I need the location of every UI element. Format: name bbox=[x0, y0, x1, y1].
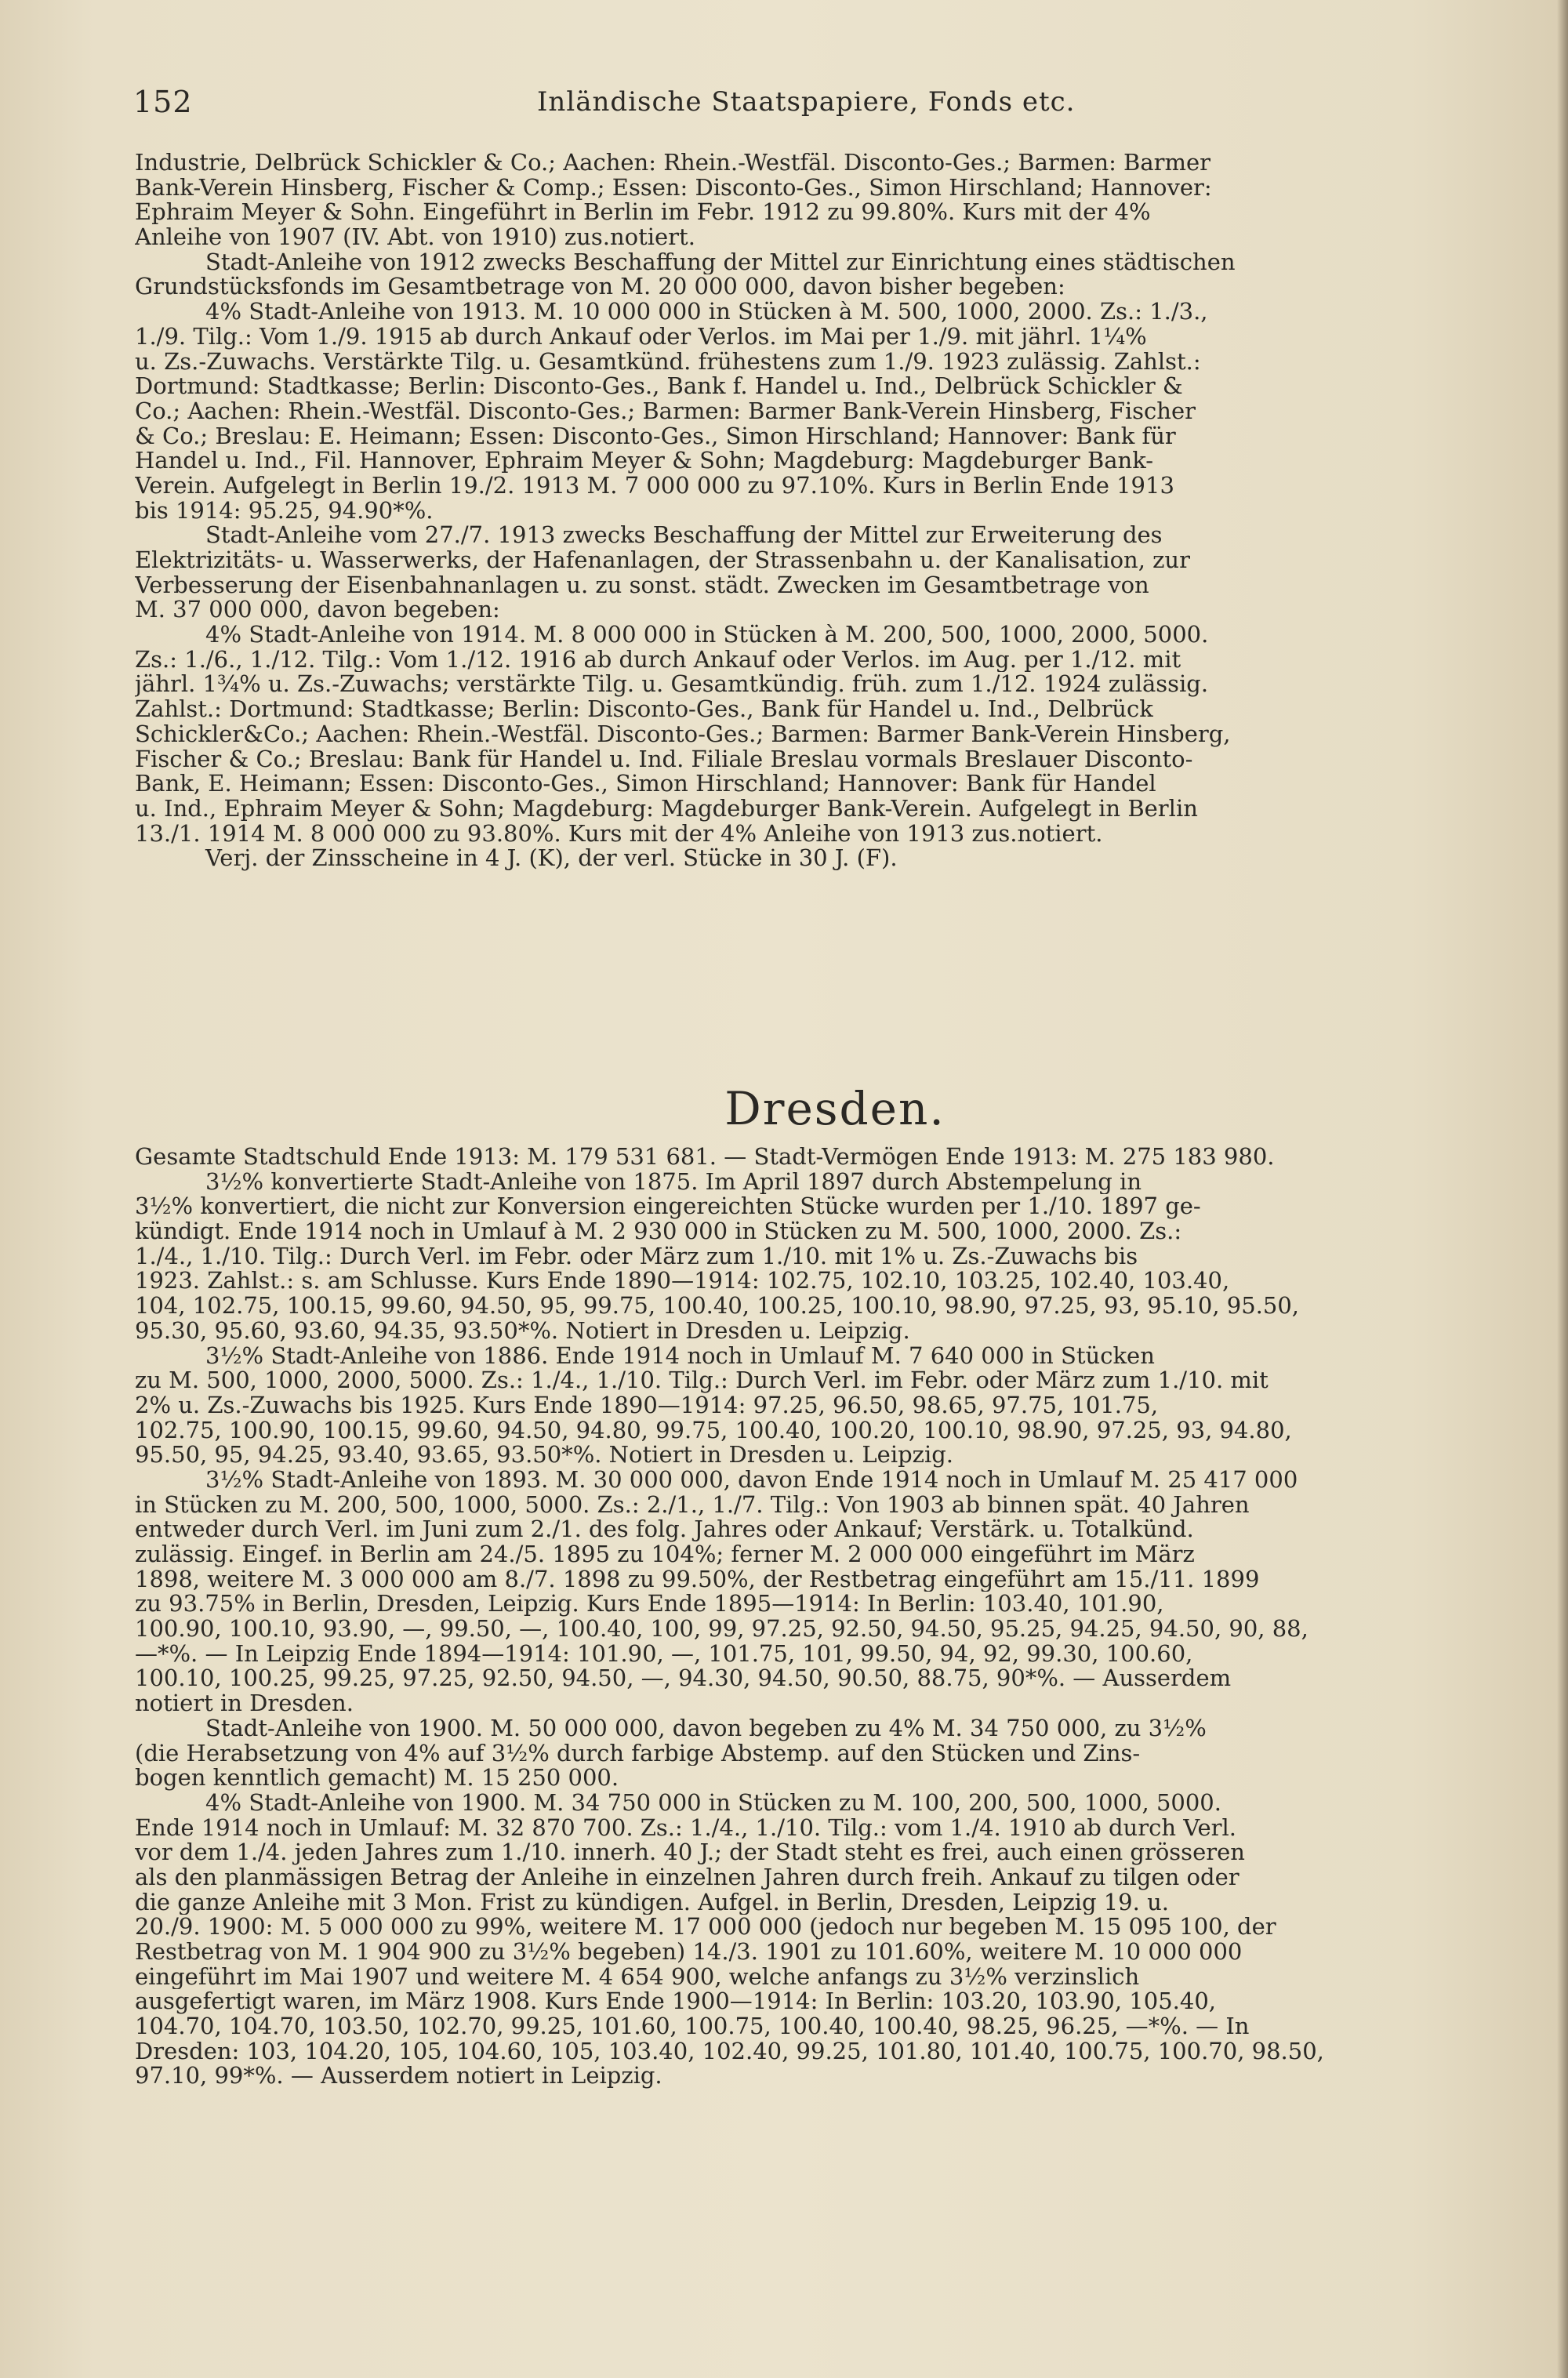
text-line: notiert in Dresden. bbox=[135, 1691, 354, 1716]
text-line: in Stücken zu M. 200, 500, 1000, 5000. Zs.: 2./1., 1./7. Tilg.: Von 1903 ab binnen spät. 40 Jahren bbox=[135, 1492, 1250, 1518]
text-line: Gesamte Stadtschuld Ende 1913: M. 179 531 681. — Stadt-Vermögen Ende 1913: M. 275 183 980. bbox=[135, 1145, 1275, 1170]
text-line: Verein. Aufgelegt in Berlin 19./2. 1913 M. 7 000 000 zu 97.10%. Kurs in Berlin Ende 1913 bbox=[135, 473, 1174, 499]
text-line: Ephraim Meyer & Sohn. Eingeführt in Berlin im Febr. 1912 zu 99.80%. Kurs mit der 4% bbox=[135, 200, 1151, 226]
text-line: Dresden: 103, 104.20, 105, 104.60, 105, 103.40, 102.40, 99.25, 101.80, 101.40, 100.75, 100.70, 98.50, bbox=[135, 2039, 1324, 2064]
text-line: bogen kenntlich gemacht) M. 15 250 000. bbox=[135, 1766, 619, 1791]
text-line: Restbetrag von M. 1 904 900 zu 3½% begeben) 14./3. 1901 zu 101.60%, weitere M. 10 000 000 bbox=[135, 1940, 1243, 1965]
text-line: 20./9. 1900: M. 5 000 000 zu 99%, weitere M. 17 000 000 (jedoch nur begeben M. 15 095 100, der bbox=[135, 1915, 1276, 1940]
text-line: 3½% Stadt-Anleihe von 1893. M. 30 000 000, davon Ende 1914 noch in Umlauf M. 25 417 000 bbox=[205, 1467, 1298, 1493]
text-line: als den planmässigen Betrag der Anleihe in einzelnen Jahren durch freih. Ankauf zu tilgen oder bbox=[135, 1864, 1240, 1890]
text-line: Zs.: 1./6., 1./12. Tilg.: Vom 1./12. 1916 ab durch Ankauf oder Verlos. im Aug. per 1./12. mit bbox=[135, 647, 1181, 673]
text-line: 4% Stadt-Anleihe von 1914. M. 8 000 000 in Stücken à M. 200, 500, 1000, 2000, 5000. bbox=[205, 623, 1209, 648]
text-line: Verj. der Zinsscheine in 4 J. (K), der verl. Stücke in 30 J. (F). bbox=[205, 846, 898, 871]
page-header bbox=[133, 85, 1497, 132]
text-line: Co.; Aachen: Rhein.-Westfäl. Disconto-Ges.; Barmen: Barmer Bank-Verein Hinsberg, Fischer bbox=[135, 398, 1196, 424]
text-line: Fischer & Co.; Breslau: Bank für Handel u. Ind. Filiale Breslau vormals Breslauer Disconto- bbox=[135, 746, 1193, 772]
text-line: Ende 1914 noch in Umlauf: M. 32 870 700. Zs.: 1./4., 1./10. Tilg.: vom 1./4. 1910 ab durch Verl. bbox=[135, 1815, 1237, 1841]
text-line: 1./4., 1./10. Tilg.: Durch Verl. im Febr. oder März zum 1./10. mit 1% u. Zs.-Zuwachs bis bbox=[135, 1243, 1138, 1269]
text-line: kündigt. Ende 1914 noch in Umlauf à M. 2 930 000 in Stücken zu M. 500, 1000, 2000. Zs.: bbox=[135, 1219, 1182, 1244]
text-line: Schickler&Co.; Aachen: Rhein.-Westfäl. Disconto-Ges.; Barmen: Barmer Bank-Verein Hinsberg, bbox=[135, 721, 1231, 747]
page-number: 152 bbox=[133, 85, 193, 119]
text-line: 13./1. 1914 M. 8 000 000 zu 93.80%. Kurs mit der 4% Anleihe von 1913 zus.notiert. bbox=[135, 821, 1103, 847]
section-dresden bbox=[135, 1145, 1499, 2089]
text-line: u. Zs.-Zuwachs. Verstärkte Tilg. u. Gesamtkünd. frühestens zum 1./9. 1923 zulässig. Zahlst.: bbox=[135, 349, 1201, 375]
text-line: zulässig. Eingef. in Berlin am 24./5. 1895 zu 104%; ferner M. 2 000 000 eingeführt im März bbox=[135, 1542, 1195, 1567]
text-line: 104.70, 104.70, 103.50, 102.70, 99.25, 101.60, 100.75, 100.40, 100.40, 98.25, 96.25, —*%. — In bbox=[135, 2014, 1250, 2039]
text-line: 2% u. Zs.-Zuwachs bis 1925. Kurs Ende 1890—1914: 97.25, 96.50, 98.65, 97.75, 101.75, bbox=[135, 1392, 1159, 1418]
text-line: 97.10, 99*%. — Ausserdem notiert in Leipzig. bbox=[135, 2064, 662, 2089]
text-line: 102.75, 100.90, 100.15, 99.60, 94.50, 94.80, 99.75, 100.40, 100.20, 100.10, 98.90, 97.25, 93, 94.80, bbox=[135, 1418, 1292, 1443]
text-line: M. 37 000 000, davon begeben: bbox=[135, 597, 500, 623]
text-line: entweder durch Verl. im Juni zum 2./1. des folg. Jahres oder Ankauf; Verstärk. u. Totalkünd. bbox=[135, 1517, 1194, 1542]
text-line: 1898, weitere M. 3 000 000 am 8./7. 1898 zu 99.50%, der Restbetrag eingeführt am 15./11. 1899 bbox=[135, 1567, 1260, 1592]
text-line: Handel u. Ind., Fil. Hannover, Ephraim Meyer & Sohn; Magdeburg: Magdeburger Bank- bbox=[135, 448, 1154, 474]
text-line: 100.10, 100.25, 99.25, 97.25, 92.50, 94.50, —, 94.30, 94.50, 90.50, 88.75, 90*%. — Ausserdem bbox=[135, 1666, 1232, 1692]
text-line: Bank, E. Heimann; Essen: Disconto-Ges., Simon Hirschland; Hannover: Bank für Handel bbox=[135, 771, 1156, 797]
text-line: die ganze Anleihe mit 3 Mon. Frist zu kündigen. Aufgel. in Berlin, Dresden, Leipzig 19. u. bbox=[135, 1890, 1169, 1915]
running-head: Inländische Staatspapiere, Fonds etc. bbox=[537, 86, 1076, 118]
text-line: jährl. 1¾% u. Zs.-Zuwachs; verstärkte Tilg. u. Gesamtkündig. früh. zum 1./12. 1924 zulässig. bbox=[135, 672, 1209, 698]
text-line: 104, 102.75, 100.15, 99.60, 94.50, 95, 99.75, 100.40, 100.25, 100.10, 98.90, 97.25, 93, 95.10, 95.50, bbox=[135, 1294, 1299, 1319]
text-line: vor dem 1./4. jeden Jahres zum 1./10. innerh. 40 J.; der Stadt steht es frei, auch einen grösseren bbox=[135, 1840, 1245, 1865]
text-line: 3½% Stadt-Anleihe von 1886. Ende 1914 noch in Umlauf M. 7 640 000 in Stücken bbox=[205, 1343, 1155, 1369]
text-line: & Co.; Breslau: E. Heimann; Essen: Disconto-Ges., Simon Hirschland; Hannover: Bank für bbox=[135, 423, 1176, 449]
text-line: eingeführt im Mai 1907 und weitere M. 4 654 900, welche anfangs zu 3½% verzinslich bbox=[135, 1964, 1140, 1990]
text-line: Zahlst.: Dortmund: Stadtkasse; Berlin: Disconto-Ges., Bank für Handel u. Ind., Delbrück bbox=[135, 697, 1153, 722]
city-heading-dresden bbox=[0, 1082, 1568, 1135]
text-line: Anleihe von 1907 (IV. Abt. von 1910) zus.notiert. bbox=[135, 225, 695, 250]
text-line: —*%. — In Leipzig Ende 1894—1914: 101.90, —, 101.75, 101, 99.50, 94, 92, 99.30, 100.60, bbox=[135, 1641, 1193, 1667]
text-line: Stadt-Anleihe vom 27./7. 1913 zwecks Beschaffung der Mittel zur Erweiterung des bbox=[205, 523, 1163, 548]
text-line: Verbesserung der Eisenbahnanlagen u. zu sonst. städt. Zwecken im Gesamtbetrage von bbox=[135, 572, 1149, 598]
text-line: 1./9. Tilg.: Vom 1./9. 1915 ab durch Ankauf oder Verlos. im Mai per 1./9. mit jährl. 1¼% bbox=[135, 324, 1147, 350]
city-heading-text: Dresden. bbox=[724, 1082, 946, 1135]
text-line: 95.50, 95, 94.25, 93.40, 93.65, 93.50*%. Notiert in Dresden u. Leipzig. bbox=[135, 1443, 953, 1468]
text-line: Elektrizitäts- u. Wasserwerks, der Hafenanlagen, der Strassenbahn u. der Kanalisation, zur bbox=[135, 548, 1190, 573]
text-line: 3½% konvertiert, die nicht zur Konversion eingereichten Stücke wurden per 1./10. 1897 ge- bbox=[135, 1194, 1201, 1220]
text-line: zu 93.75% in Berlin, Dresden, Leipzig. Kurs Ende 1895—1914: In Berlin: 103.40, 101.90, bbox=[135, 1592, 1164, 1617]
text-line: 95.30, 95.60, 93.60, 94.35, 93.50*%. Notiert in Dresden u. Leipzig. bbox=[135, 1318, 910, 1344]
text-line: Stadt-Anleihe von 1912 zwecks Beschaffung der Mittel zur Einrichtung eines städtischen bbox=[205, 249, 1236, 275]
text-line: 4% Stadt-Anleihe von 1900. M. 34 750 000 in Stücken zu M. 100, 200, 500, 1000, 5000. bbox=[205, 1790, 1221, 1816]
text-line: (die Herabsetzung von 4% auf 3½% durch farbige Abstemp. auf den Stücken und Zins- bbox=[135, 1741, 1141, 1766]
text-line: 1923. Zahlst.: s. am Schlusse. Kurs Ende 1890—1914: 102.75, 102.10, 103.25, 102.40, 103.40, bbox=[135, 1269, 1230, 1294]
text-line: ausgefertigt waren, im März 1908. Kurs Ende 1900—1914: In Berlin: 103.20, 103.90, 105.40, bbox=[135, 1989, 1216, 2015]
text-line: zu M. 500, 1000, 2000, 5000. Zs.: 1./4., 1./10. Tilg.: Durch Verl. im Febr. oder März zum 1./10. mit bbox=[135, 1368, 1269, 1393]
text-line: Grundstücksfonds im Gesamtbetrage von M. 20 000 000, davon bisher begeben: bbox=[135, 274, 1065, 300]
text-line: u. Ind., Ephraim Meyer & Sohn; Magdeburg: Magdeburger Bank-Verein. Aufgelegt in Berlin bbox=[135, 796, 1198, 822]
page-edge-shadow bbox=[1557, 0, 1568, 2378]
text-line: Industrie, Delbrück Schickler & Co.; Aachen: Rhein.-Westfäl. Disconto-Ges.; Barmen: Barmer bbox=[135, 151, 1211, 176]
text-line: Stadt-Anleihe von 1900. M. 50 000 000, davon begeben zu 4% M. 34 750 000, zu 3½% bbox=[205, 1715, 1207, 1741]
section-dortmund-continued bbox=[135, 151, 1499, 871]
text-line: bis 1914: 95.25, 94.90*%. bbox=[135, 498, 434, 524]
text-line: Bank-Verein Hinsberg, Fischer & Comp.; Essen: Disconto-Ges., Simon Hirschland; Hannover: bbox=[135, 175, 1212, 201]
text-line: 100.90, 100.10, 93.90, —, 99.50, —, 100.40, 100, 99, 97.25, 92.50, 94.50, 95.25, 94.25, 94.50, 90, 88, bbox=[135, 1617, 1308, 1642]
text-line: 4% Stadt-Anleihe von 1913. M. 10 000 000 in Stücken à M. 500, 1000, 2000. Zs.: 1./3., bbox=[205, 300, 1208, 325]
text-line: Dortmund: Stadtkasse; Berlin: Disconto-Ges., Bank f. Handel u. Ind., Delbrück Schickler & bbox=[135, 374, 1183, 399]
text-line: 3½% konvertierte Stadt-Anleihe von 1875. Im April 1897 durch Abstempelung in bbox=[205, 1169, 1142, 1195]
